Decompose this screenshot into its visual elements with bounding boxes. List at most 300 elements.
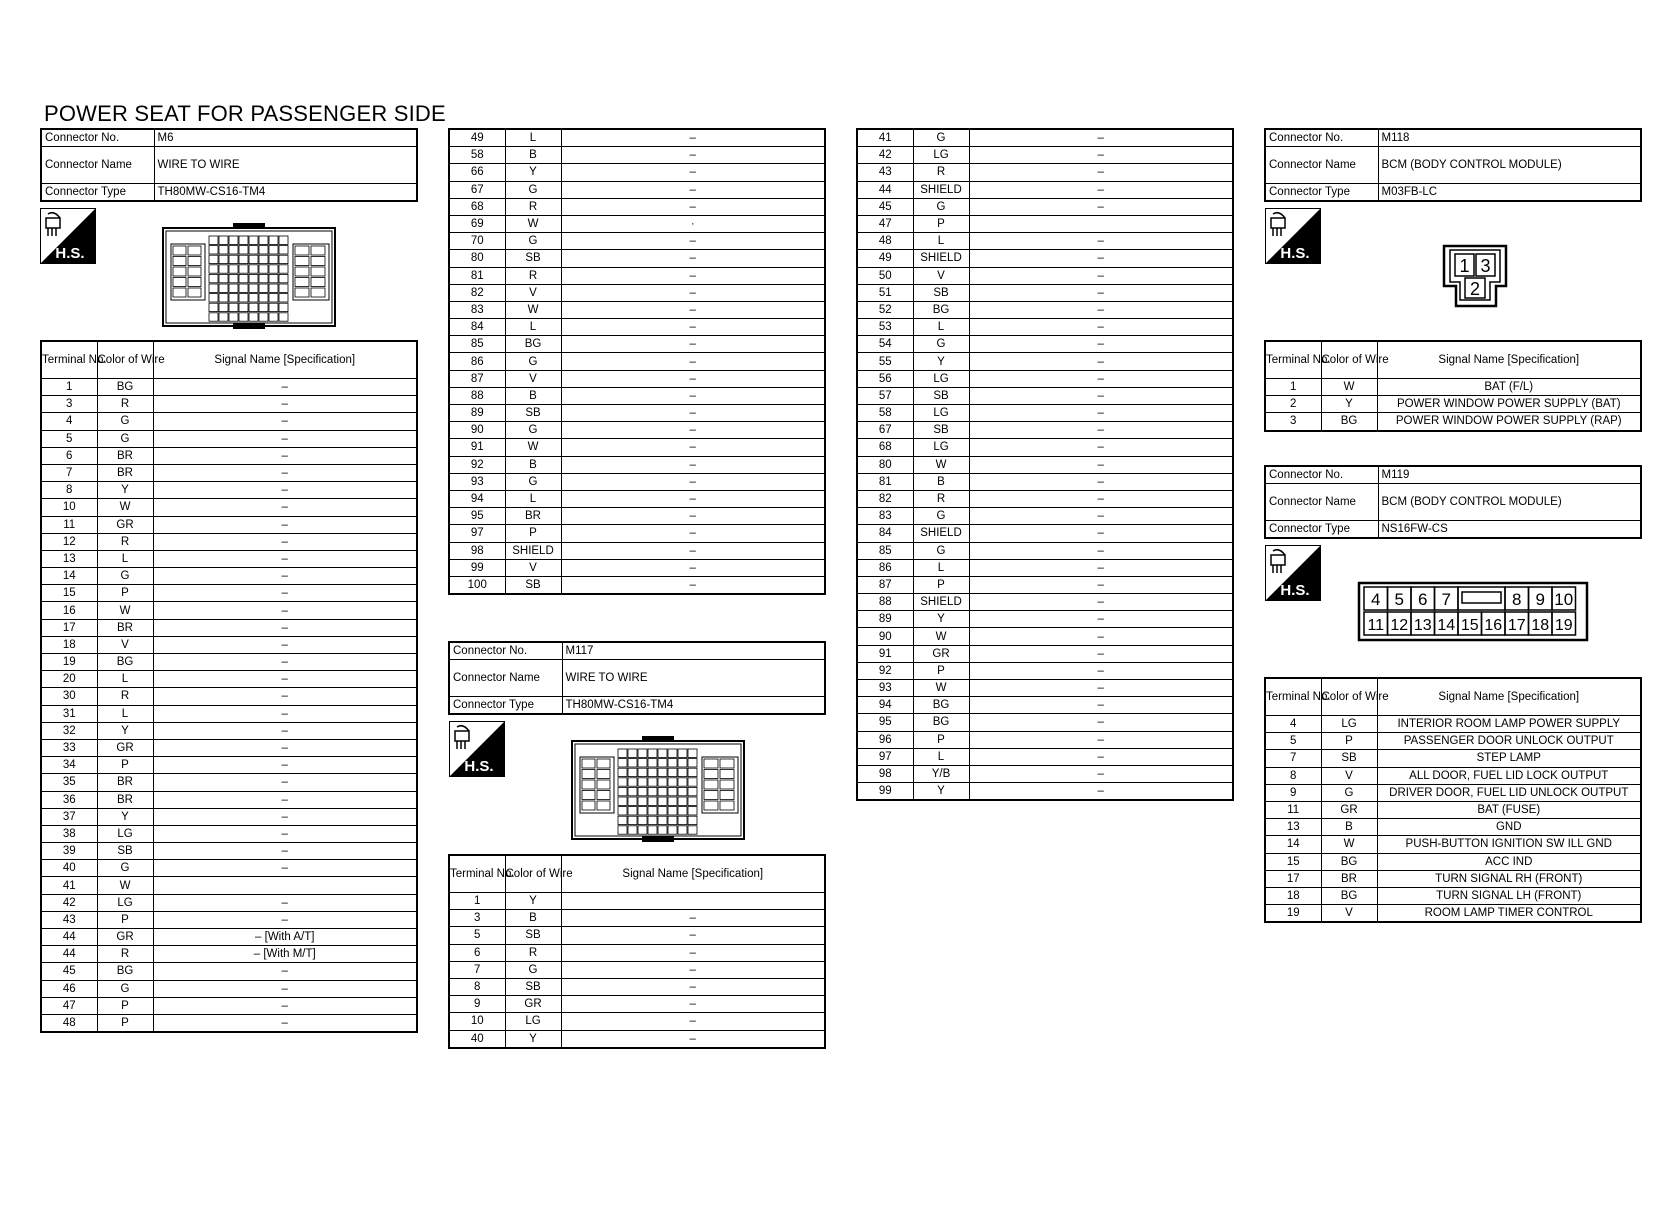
table-row — [41, 825, 417, 842]
terminal-no-cell: 83 — [449, 301, 505, 318]
wire-color-cell: L — [97, 705, 153, 722]
wire-color-cell: BG — [97, 963, 153, 980]
table-row — [857, 731, 1233, 748]
m117-connector-type: TH80MW-CS16-TM4 — [562, 697, 825, 715]
terminal-no-cell: 56 — [857, 370, 913, 387]
terminal-no-cell: 8 — [41, 482, 97, 499]
m6-connector-no: M6 — [154, 129, 417, 147]
table-row — [41, 705, 417, 722]
signal-name-cell: – — [969, 233, 1233, 250]
wire-color-cell: BG — [1321, 853, 1377, 870]
table-row — [449, 1030, 825, 1048]
signal-name-cell: – — [969, 680, 1233, 697]
terminal-no-cell: 53 — [857, 319, 913, 336]
table-row — [449, 542, 825, 559]
terminal-no-cell: 48 — [41, 1014, 97, 1032]
hs-icon — [1265, 208, 1321, 264]
terminal-no-cell: 17 — [1265, 870, 1321, 887]
pin-label: 15 — [1460, 617, 1479, 634]
terminal-no-cell: 10 — [449, 1013, 505, 1030]
terminal-no-cell: 89 — [857, 611, 913, 628]
wire-color-cell: L — [97, 550, 153, 567]
terminal-no-cell: 90 — [857, 628, 913, 645]
wire-color-cell: SHIELD — [913, 525, 969, 542]
terminal-no-cell: 40 — [41, 860, 97, 877]
terminal-no-cell: 85 — [449, 336, 505, 353]
table-row — [857, 473, 1233, 490]
terminal-no-cell: 86 — [857, 559, 913, 576]
terminal-no-cell: 100 — [449, 576, 505, 594]
table-row — [857, 490, 1233, 507]
terminal-no-cell: 85 — [857, 542, 913, 559]
terminal-no-cell: 52 — [857, 301, 913, 318]
signal-name-cell: – — [561, 422, 825, 439]
signal-name-cell: – — [969, 181, 1233, 198]
table-row — [449, 456, 825, 473]
pin-2: 2 — [1469, 279, 1481, 299]
hs-icon — [1265, 545, 1321, 601]
wire-color-cell: R — [505, 267, 561, 284]
table-row — [857, 697, 1233, 714]
terminal-no-cell: 54 — [857, 336, 913, 353]
wire-color-cell: LG — [913, 370, 969, 387]
wire-color-cell: P — [97, 911, 153, 928]
wire-color-cell: G — [1321, 784, 1377, 801]
table-row — [857, 508, 1233, 525]
signal-name-cell: DRIVER DOOR, FUEL LID UNLOCK OUTPUT — [1377, 784, 1641, 801]
wire-color-cell: R — [913, 164, 969, 181]
terminal-no-cell: 67 — [857, 422, 913, 439]
terminal-no-cell: 19 — [1265, 905, 1321, 923]
signal-name-cell: – — [969, 336, 1233, 353]
table-row — [449, 576, 825, 594]
terminal-no-cell: 45 — [41, 963, 97, 980]
signal-name-header: Signal Name [Specification] — [1377, 341, 1641, 379]
table-row — [41, 516, 417, 533]
signal-name-cell: – — [561, 542, 825, 559]
signal-name-cell: – — [153, 482, 417, 499]
terminal-no-cell: 30 — [41, 688, 97, 705]
table-row — [857, 267, 1233, 284]
wire-color-cell: GR — [913, 645, 969, 662]
wire-color-cell: BG — [913, 697, 969, 714]
wire-color-cell: L — [505, 129, 561, 147]
terminal-no-cell: 1 — [41, 379, 97, 396]
terminal-no-cell: 84 — [857, 525, 913, 542]
signal-name-cell: – — [561, 405, 825, 422]
wire-color-cell: BR — [97, 447, 153, 464]
terminal-no-cell: 51 — [857, 284, 913, 301]
table-row — [1265, 905, 1641, 923]
signal-name-cell: – — [561, 978, 825, 995]
pin-label: 9 — [1535, 590, 1545, 609]
signal-name-cell: – — [561, 301, 825, 318]
pin-label: 8 — [1512, 590, 1522, 609]
table-row — [449, 129, 825, 147]
table-row — [857, 198, 1233, 215]
color-of-wire-header: Color of Wire — [1321, 678, 1377, 716]
terminal-no-cell: 36 — [41, 791, 97, 808]
terminal-no-cell: 58 — [449, 147, 505, 164]
pin-label: 12 — [1390, 617, 1409, 634]
table-row — [449, 284, 825, 301]
wire-color-cell: Y — [97, 808, 153, 825]
signal-name-cell: ROOM LAMP TIMER CONTROL — [1377, 905, 1641, 923]
table-row — [1265, 413, 1641, 431]
terminal-no-cell: 43 — [857, 164, 913, 181]
wire-color-cell: SB — [505, 250, 561, 267]
wire-color-cell: G — [505, 422, 561, 439]
table-row — [41, 464, 417, 481]
terminal-no-cell: 44 — [857, 181, 913, 198]
signal-name-cell: – — [153, 379, 417, 396]
terminal-no-cell: 6 — [41, 447, 97, 464]
wire-color-cell: BR — [97, 464, 153, 481]
table-row — [857, 387, 1233, 404]
wire-color-cell: W — [913, 628, 969, 645]
table-row — [857, 439, 1233, 456]
terminal-no-cell: 91 — [449, 439, 505, 456]
signal-name-cell: BAT (FUSE) — [1377, 801, 1641, 818]
m119-connector-diagram — [1358, 582, 1588, 642]
table-row — [449, 387, 825, 404]
signal-name-cell: – — [969, 284, 1233, 301]
wire-color-cell: W — [1321, 379, 1377, 396]
terminal-no-cell: 8 — [449, 978, 505, 995]
m118-connector-diagram — [1440, 238, 1510, 314]
table-row — [1265, 379, 1641, 396]
wire-color-cell: LG — [913, 405, 969, 422]
wire-color-cell: LG — [97, 894, 153, 911]
wire-color-cell: SB — [913, 422, 969, 439]
signal-name-cell: – — [561, 164, 825, 181]
wire-color-cell: V — [913, 267, 969, 284]
wire-color-cell: P — [913, 576, 969, 593]
terminal-no-cell: 20 — [41, 671, 97, 688]
signal-name-cell: – — [969, 353, 1233, 370]
wire-color-cell: SB — [913, 284, 969, 301]
wire-color-cell: Y/B — [913, 765, 969, 782]
wire-color-cell: G — [97, 568, 153, 585]
m119-connector-name: BCM (BODY CONTROL MODULE) — [1378, 484, 1641, 521]
m6-connector-type: TH80MW-CS16-TM4 — [154, 184, 417, 202]
terminal-no-cell: 12 — [41, 533, 97, 550]
terminal-no-cell: 7 — [41, 464, 97, 481]
terminal-no-cell: 33 — [41, 739, 97, 756]
table-row — [857, 662, 1233, 679]
table-row — [41, 636, 417, 653]
connector-name-label: Connector Name — [1265, 484, 1378, 521]
table-row — [41, 946, 417, 963]
wire-color-cell: Y — [505, 1030, 561, 1048]
wire-color-cell: SB — [505, 576, 561, 594]
table-row — [449, 353, 825, 370]
wire-color-cell: P — [913, 662, 969, 679]
signal-name-cell: – — [153, 619, 417, 636]
table-row — [857, 680, 1233, 697]
signal-name-cell: – — [561, 944, 825, 961]
terminal-no-cell: 31 — [41, 705, 97, 722]
wire-color-cell: B — [505, 910, 561, 927]
terminal-no-cell: 93 — [449, 473, 505, 490]
pin-label: 10 — [1554, 590, 1574, 609]
wire-color-cell: BR — [97, 791, 153, 808]
table-row — [857, 164, 1233, 181]
table-row — [41, 997, 417, 1014]
table-row — [41, 843, 417, 860]
terminal-no-cell: 93 — [857, 680, 913, 697]
wire-color-cell: G — [97, 860, 153, 877]
wire-color-cell: P — [97, 997, 153, 1014]
table-row — [449, 893, 825, 910]
connector-name-label: Connector Name — [449, 660, 562, 697]
m6-terminal-table-continued — [448, 128, 826, 595]
table-row — [41, 808, 417, 825]
pin-label: 5 — [1394, 590, 1404, 609]
wire-color-cell: G — [97, 980, 153, 997]
signal-name-cell: – — [969, 267, 1233, 284]
m118-terminal-table — [1264, 340, 1642, 432]
table-row — [449, 473, 825, 490]
terminal-no-cell: 35 — [41, 774, 97, 791]
wire-color-cell: G — [913, 542, 969, 559]
table-row — [41, 963, 417, 980]
terminal-no-cell: 18 — [41, 636, 97, 653]
signal-name-cell: – — [969, 164, 1233, 181]
table-row — [857, 628, 1233, 645]
signal-name-cell: BAT (F/L) — [1377, 379, 1641, 396]
table-row — [41, 413, 417, 430]
wire-color-cell: BR — [505, 508, 561, 525]
signal-name-cell: – — [969, 147, 1233, 164]
pin-label: 16 — [1484, 617, 1503, 634]
wire-color-cell: V — [97, 636, 153, 653]
signal-name-cell: – — [561, 181, 825, 198]
signal-name-header: Signal Name [Specification] — [1377, 678, 1641, 716]
page-title: POWER SEAT FOR PASSENGER SIDE — [44, 101, 446, 126]
table-row — [1265, 836, 1641, 853]
table-row — [857, 611, 1233, 628]
table-row — [449, 422, 825, 439]
table-row — [1265, 819, 1641, 836]
signal-name-cell: – — [561, 267, 825, 284]
terminal-no-cell: 47 — [857, 215, 913, 232]
signal-name-cell: – — [969, 748, 1233, 765]
table-row — [857, 250, 1233, 267]
table-row — [41, 688, 417, 705]
wire-color-cell: BG — [913, 301, 969, 318]
wire-color-cell: Y — [913, 783, 969, 801]
terminal-no-cell: 97 — [449, 525, 505, 542]
wire-color-cell: R — [97, 688, 153, 705]
wire-color-cell: G — [913, 129, 969, 147]
signal-name-cell: – — [969, 697, 1233, 714]
terminal-no-cell: 90 — [449, 422, 505, 439]
terminal-no-cell: 68 — [449, 198, 505, 215]
table-row — [857, 594, 1233, 611]
table-row — [449, 978, 825, 995]
terminal-no-cell: 96 — [857, 731, 913, 748]
connector-no-label: Connector No. — [1265, 129, 1378, 147]
terminal-no-cell: 39 — [41, 843, 97, 860]
terminal-no-cell: 81 — [449, 267, 505, 284]
terminal-no-cell: 3 — [1265, 413, 1321, 431]
terminal-no-cell: 8 — [1265, 767, 1321, 784]
signal-name-cell: – — [153, 894, 417, 911]
signal-name-cell: STEP LAMP — [1377, 750, 1641, 767]
table-row — [41, 911, 417, 928]
wire-color-cell: BR — [1321, 870, 1377, 887]
wire-color-cell: R — [97, 946, 153, 963]
table-row — [41, 619, 417, 636]
signal-name-cell — [153, 877, 417, 894]
wire-color-cell: B — [1321, 819, 1377, 836]
table-row — [41, 379, 417, 396]
wire-color-cell: R — [505, 198, 561, 215]
terminal-no-cell: 4 — [41, 413, 97, 430]
table-row — [41, 894, 417, 911]
terminal-no-cell: 34 — [41, 757, 97, 774]
harness-side-icon — [1265, 208, 1321, 264]
signal-name-cell: TURN SIGNAL RH (FRONT) — [1377, 870, 1641, 887]
table-row — [857, 301, 1233, 318]
terminal-no-cell: 95 — [449, 508, 505, 525]
terminal-no-cell: 3 — [449, 910, 505, 927]
terminal-no-header: Terminal No. — [1265, 678, 1321, 716]
table-row — [449, 439, 825, 456]
signal-name-cell: – — [153, 980, 417, 997]
table-row — [857, 405, 1233, 422]
terminal-no-cell: 80 — [449, 250, 505, 267]
svg-text:H.S.: H.S. — [1280, 245, 1310, 262]
signal-name-cell: – — [969, 594, 1233, 611]
signal-name-cell: – — [153, 757, 417, 774]
table-row — [1265, 750, 1641, 767]
table-row — [41, 654, 417, 671]
table-row — [41, 396, 417, 413]
terminal-no-cell: 92 — [449, 456, 505, 473]
terminal-no-cell: 97 — [857, 748, 913, 765]
signal-name-cell: – — [561, 319, 825, 336]
terminal-no-cell: 84 — [449, 319, 505, 336]
signal-name-cell: – — [969, 628, 1233, 645]
table-row — [449, 215, 825, 232]
signal-name-cell: – — [153, 447, 417, 464]
terminal-no-cell: 14 — [1265, 836, 1321, 853]
wire-color-cell: W — [1321, 836, 1377, 853]
table-row — [857, 559, 1233, 576]
signal-name-cell: – — [561, 576, 825, 594]
terminal-no-cell: 38 — [41, 825, 97, 842]
wire-color-cell: P — [97, 585, 153, 602]
table-row — [857, 370, 1233, 387]
wire-color-cell: B — [505, 147, 561, 164]
terminal-no-cell: 37 — [41, 808, 97, 825]
signal-name-cell: – — [153, 860, 417, 877]
table-row — [857, 422, 1233, 439]
terminal-no-cell: 92 — [857, 662, 913, 679]
terminal-no-cell: 94 — [449, 490, 505, 507]
terminal-no-cell: 86 — [449, 353, 505, 370]
signal-name-cell: – — [969, 645, 1233, 662]
signal-name-cell: – — [153, 911, 417, 928]
table-row — [1265, 784, 1641, 801]
m6-terminal-table — [40, 340, 418, 1033]
signal-name-cell: – — [561, 370, 825, 387]
pin-label: 6 — [1418, 590, 1428, 609]
table-row — [41, 1014, 417, 1032]
signal-name-cell: – — [561, 1030, 825, 1048]
signal-name-cell: TURN SIGNAL LH (FRONT) — [1377, 887, 1641, 904]
m117-terminal-table — [448, 854, 826, 1049]
pin-3: 3 — [1480, 256, 1491, 276]
signal-name-cell: – — [153, 705, 417, 722]
terminal-no-cell: 44 — [41, 946, 97, 963]
signal-name-cell: – — [561, 387, 825, 404]
wire-color-cell: V — [1321, 905, 1377, 923]
wire-color-cell: G — [913, 198, 969, 215]
wire-color-cell: L — [913, 319, 969, 336]
wire-color-cell: L — [97, 671, 153, 688]
terminal-no-cell: 70 — [449, 233, 505, 250]
signal-name-cell: – — [969, 129, 1233, 147]
m119-terminal-table — [1264, 677, 1642, 923]
signal-name-cell: · — [561, 215, 825, 232]
terminal-no-cell: 32 — [41, 722, 97, 739]
table-row — [41, 860, 417, 877]
terminal-no-cell: 3 — [41, 396, 97, 413]
table-row — [857, 319, 1233, 336]
signal-name-cell: – — [969, 405, 1233, 422]
terminal-no-cell: 19 — [41, 654, 97, 671]
table-row — [857, 748, 1233, 765]
connector-no-label: Connector No. — [41, 129, 154, 147]
signal-name-cell: – — [561, 129, 825, 147]
signal-name-cell: – — [153, 430, 417, 447]
pin-label: 19 — [1554, 617, 1573, 634]
m119-connector-info — [1264, 465, 1642, 539]
table-row — [449, 164, 825, 181]
wire-color-cell: G — [913, 336, 969, 353]
wire-color-cell: G — [505, 233, 561, 250]
signal-name-cell: – — [561, 473, 825, 490]
connector-type-label: Connector Type — [1265, 184, 1378, 202]
terminal-no-cell: 14 — [41, 568, 97, 585]
signal-name-cell: – — [561, 198, 825, 215]
terminal-no-header: Terminal No. — [1265, 341, 1321, 379]
table-row — [449, 233, 825, 250]
terminal-no-cell: 47 — [41, 997, 97, 1014]
table-row — [449, 181, 825, 198]
signal-name-cell: – — [153, 636, 417, 653]
signal-name-cell: – — [153, 533, 417, 550]
m119-connector-type: NS16FW-CS — [1378, 521, 1641, 539]
wire-color-cell: L — [913, 233, 969, 250]
wire-color-cell: W — [913, 680, 969, 697]
terminal-no-cell: 69 — [449, 215, 505, 232]
terminal-no-cell: 88 — [857, 594, 913, 611]
signal-name-cell: – [With A/T] — [153, 929, 417, 946]
table-row — [41, 739, 417, 756]
terminal-no-cell: 67 — [449, 181, 505, 198]
table-row — [41, 550, 417, 567]
m117-connector-diagram — [570, 735, 746, 843]
terminal-no-cell: 48 — [857, 233, 913, 250]
table-row — [449, 336, 825, 353]
wire-color-cell: SHIELD — [913, 250, 969, 267]
table-row — [1265, 853, 1641, 870]
pin-label: 18 — [1531, 617, 1550, 634]
